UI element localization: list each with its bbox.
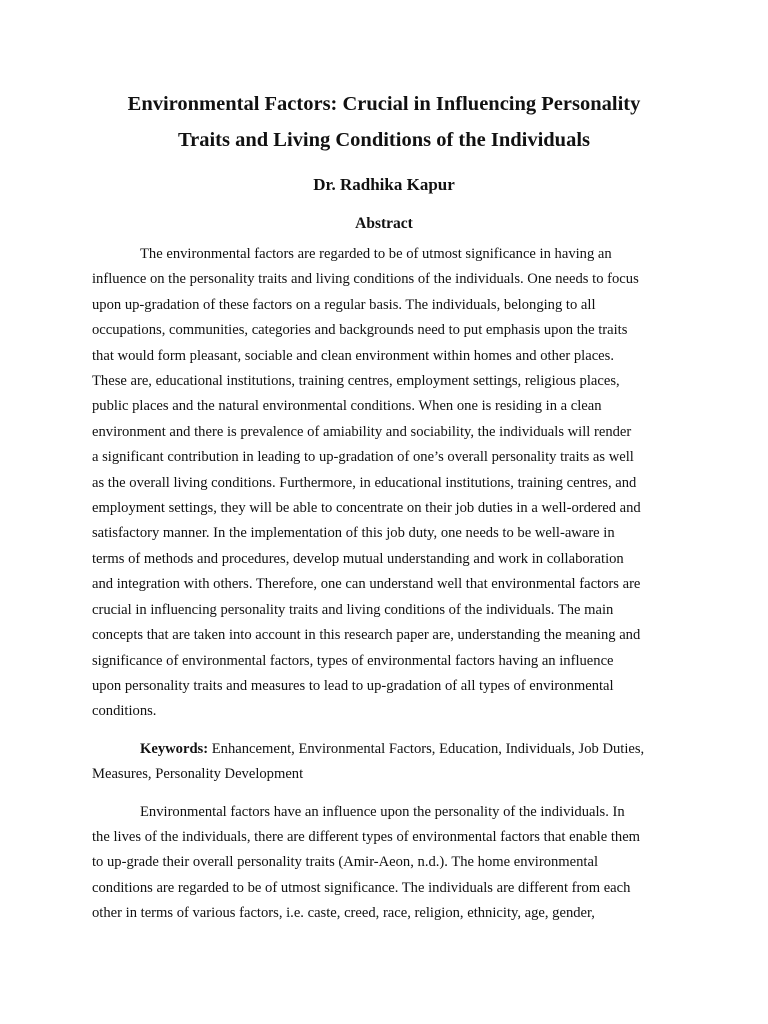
text-line: to up-grade their overall personality traits (Amir-Aeon, n.d.). The home environmental	[92, 854, 599, 871]
body-paragraph	[92, 800, 676, 927]
abstract-paragraph	[92, 242, 676, 725]
title-line: Environmental Factors: Crucial in Influencing Personality	[127, 93, 641, 115]
text-line: a significant contribution in leading to up-gradation of one’s overall personality traits as well	[92, 449, 634, 466]
text-line: concepts that are taken into account in this research paper are, understanding the meaning and	[92, 627, 641, 644]
text-line: employment settings, they will be able to concentrate on their job duties in a well-ordered and	[92, 500, 641, 517]
author-name: Dr. Radhika Kapur	[313, 175, 455, 194]
abstract-heading: Abstract	[355, 215, 413, 232]
paper-title	[92, 86, 676, 158]
text-line: significance of environmental factors, types of environmental factors having an influence	[92, 652, 614, 669]
text-line: The environmental factors are regarded to be of utmost significance in having an	[140, 246, 612, 262]
text-line: public places and the natural environmental conditions. When one is residing in a clean	[92, 398, 602, 415]
keywords-paragraph	[92, 737, 676, 788]
text-line: environment and there is prevalence of amiability and sociability, the individuals will render	[92, 423, 632, 440]
text-line: These are, educational institutions, training centres, employment settings, religious places,	[92, 373, 620, 390]
text-line: the lives of the individuals, there are different types of environmental factors that enable them	[92, 828, 641, 845]
text-line	[92, 737, 676, 762]
text-line: occupations, communities, categories and backgrounds need to put emphasis upon the traits	[92, 322, 628, 339]
title-line: Traits and Living Conditions of the Individuals	[177, 129, 591, 151]
text-line: conditions are regarded to be of utmost significance. The individuals are different from each	[92, 879, 631, 896]
text-line: conditions.	[92, 703, 157, 720]
keywords-list: Enhancement, Environmental Factors, Education, Individuals, Job Duties,	[208, 740, 645, 757]
text-line: upon up-gradation of these factors on a regular basis. The individuals, belonging to all	[92, 296, 596, 313]
text-line: Measures, Personality Development	[92, 766, 304, 783]
text-line: as the overall living conditions. Furthermore, in educational institutions, training centres, and	[92, 474, 637, 491]
text-line: upon personality traits and measures to lead to up-gradation of all types of environmental	[92, 677, 614, 694]
text-line: other in terms of various factors, i.e. caste, creed, race, religion, ethnicity, age, gender,	[92, 905, 595, 922]
text-line: terms of methods and procedures, develop mutual understanding and work in collaboration	[92, 550, 624, 567]
text-line: crucial in influencing personality traits and living conditions of the individuals. The main	[92, 601, 614, 618]
text-line: that would form pleasant, sociable and clean environment within homes and other places.	[92, 347, 614, 364]
text-line: and integration with others. Therefore, one can understand well that environmental factors are	[92, 576, 641, 593]
text-line: influence on the personality traits and living conditions of the individuals. One needs to focus	[92, 271, 639, 288]
keywords-label: Keywords:	[140, 740, 209, 757]
text-line: Environmental factors have an influence upon the personality of the individuals. In	[140, 803, 625, 820]
text-line: satisfactory manner. In the implementation of this job duty, one needs to be well-aware in	[92, 525, 615, 542]
paper-page	[92, 86, 676, 927]
